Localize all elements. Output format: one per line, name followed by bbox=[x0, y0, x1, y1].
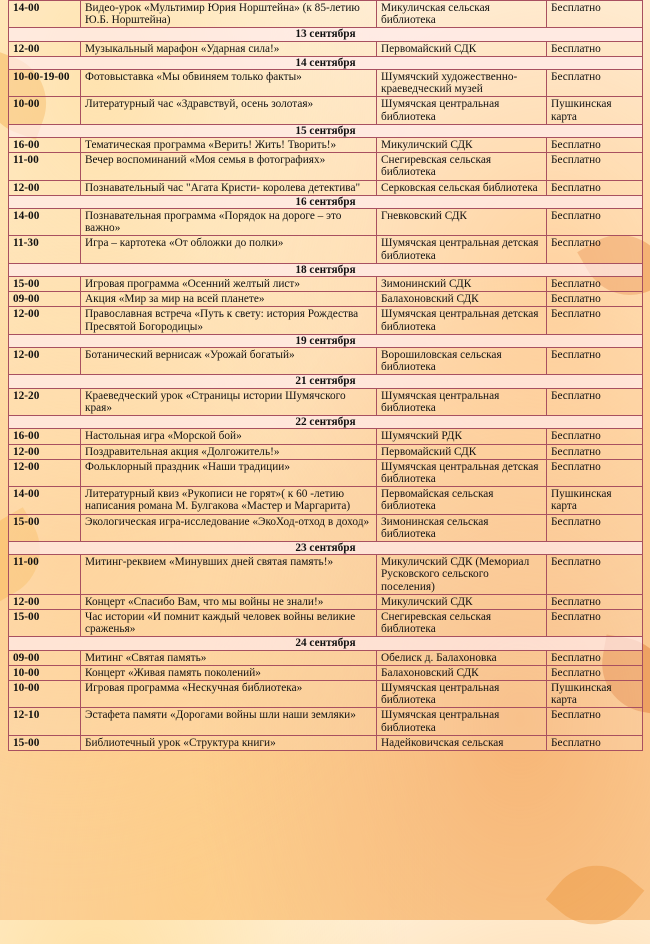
event-venue: Шумячская центральная детская библиотека bbox=[377, 236, 547, 263]
event-venue: Шумячская центральная библиотека bbox=[377, 680, 547, 707]
event-time: 10-00 bbox=[9, 665, 81, 680]
event-title: Краеведческий урок «Страницы истории Шумячского края» bbox=[81, 388, 377, 415]
event-row bbox=[9, 459, 643, 486]
event-time: 10-00-19-00 bbox=[9, 70, 81, 97]
event-title: Музыкальный марафон «Ударная сила!» bbox=[81, 41, 377, 56]
event-time: 11-00 bbox=[9, 153, 81, 180]
date-header-row bbox=[9, 56, 643, 69]
event-row bbox=[9, 665, 643, 680]
date-header: 16 сентября bbox=[9, 195, 643, 208]
date-header: 18 сентября bbox=[9, 263, 643, 276]
event-price: Бесплатно bbox=[547, 236, 643, 263]
date-header-row bbox=[9, 263, 643, 276]
event-time: 12-10 bbox=[9, 708, 81, 735]
event-venue: Обелиск д. Балахоновка bbox=[377, 650, 547, 665]
event-row bbox=[9, 209, 643, 236]
event-venue: Микуличский СДК bbox=[377, 594, 547, 609]
event-venue: Шумячская центральная библиотека bbox=[377, 97, 547, 124]
event-price: Бесплатно bbox=[547, 1, 643, 28]
event-time: 12-00 bbox=[9, 307, 81, 334]
event-price: Бесплатно bbox=[547, 650, 643, 665]
event-title: Концерт «Живая память поколений» bbox=[81, 665, 377, 680]
event-row bbox=[9, 153, 643, 180]
event-time: 15-00 bbox=[9, 735, 81, 750]
event-row bbox=[9, 292, 643, 307]
event-title: Ботанический вернисаж «Урожай богатый» bbox=[81, 348, 377, 375]
event-venue: Серковская сельская библиотека bbox=[377, 180, 547, 195]
event-venue: Гневковский СДК bbox=[377, 209, 547, 236]
event-row bbox=[9, 97, 643, 124]
event-title: Час истории «И помнит каждый человек войны великие сраженья» bbox=[81, 609, 377, 636]
event-venue: Ворошиловская сельская библиотека bbox=[377, 348, 547, 375]
event-row bbox=[9, 348, 643, 375]
event-price: Пушкинская карта bbox=[547, 487, 643, 514]
date-header: 14 сентября bbox=[9, 56, 643, 69]
date-header: 23 сентября bbox=[9, 541, 643, 554]
event-time: 12-00 bbox=[9, 444, 81, 459]
event-time: 09-00 bbox=[9, 650, 81, 665]
event-title: Экологическая игра-исследование «ЭкоХод-отход в доход» bbox=[81, 514, 377, 541]
event-price: Бесплатно bbox=[547, 444, 643, 459]
event-time: 11-30 bbox=[9, 236, 81, 263]
event-title: Эстафета памяти «Дорогами войны шли наши земляки» bbox=[81, 708, 377, 735]
event-row bbox=[9, 735, 643, 750]
event-time: 10-00 bbox=[9, 97, 81, 124]
date-header-row bbox=[9, 541, 643, 554]
date-header-row bbox=[9, 28, 643, 41]
event-row bbox=[9, 487, 643, 514]
event-time: 12-00 bbox=[9, 41, 81, 56]
event-venue: Снегиревская сельская библиотека bbox=[377, 153, 547, 180]
event-row bbox=[9, 307, 643, 334]
event-row bbox=[9, 277, 643, 292]
event-venue: Шумячская центральная детская библиотека bbox=[377, 307, 547, 334]
event-row bbox=[9, 594, 643, 609]
autumn-leaf-decoration bbox=[546, 846, 645, 944]
event-venue: Микуличский СДК bbox=[377, 138, 547, 153]
event-venue: Шумячская центральная библиотека bbox=[377, 388, 547, 415]
event-venue: Зимонинский СДК bbox=[377, 277, 547, 292]
event-time: 16-00 bbox=[9, 429, 81, 444]
event-price: Бесплатно bbox=[547, 594, 643, 609]
event-row bbox=[9, 138, 643, 153]
event-time: 14-00 bbox=[9, 1, 81, 28]
event-row bbox=[9, 429, 643, 444]
date-header: 22 сентября bbox=[9, 416, 643, 429]
event-title: Библиотечный урок «Структура книги» bbox=[81, 735, 377, 750]
event-price: Бесплатно bbox=[547, 708, 643, 735]
date-header-row bbox=[9, 375, 643, 388]
event-title: Митинг «Святая память» bbox=[81, 650, 377, 665]
event-time: 14-00 bbox=[9, 209, 81, 236]
event-row bbox=[9, 70, 643, 97]
event-venue: Снегиревская сельская библиотека bbox=[377, 609, 547, 636]
event-time: 15-00 bbox=[9, 514, 81, 541]
event-row bbox=[9, 388, 643, 415]
event-time: 16-00 bbox=[9, 138, 81, 153]
event-row bbox=[9, 180, 643, 195]
event-price: Бесплатно bbox=[547, 429, 643, 444]
event-row bbox=[9, 609, 643, 636]
event-row bbox=[9, 41, 643, 56]
event-time: 15-00 bbox=[9, 609, 81, 636]
event-venue: Первомайский СДК bbox=[377, 41, 547, 56]
event-venue: Балахоновский СДК bbox=[377, 665, 547, 680]
event-price: Бесплатно bbox=[547, 41, 643, 56]
event-time: 10-00 bbox=[9, 680, 81, 707]
event-title: Православная встреча «Путь к свету: история Рождества Пресвятой Богородицы» bbox=[81, 307, 377, 334]
event-title: Игра – картотека «От обложки до полки» bbox=[81, 236, 377, 263]
event-time: 14-00 bbox=[9, 487, 81, 514]
event-row bbox=[9, 514, 643, 541]
date-header-row bbox=[9, 124, 643, 137]
event-price: Бесплатно bbox=[547, 277, 643, 292]
event-time: 09-00 bbox=[9, 292, 81, 307]
event-row bbox=[9, 708, 643, 735]
event-row bbox=[9, 236, 643, 263]
event-title: Игровая программа «Нескучная библиотека» bbox=[81, 680, 377, 707]
event-row bbox=[9, 555, 643, 595]
event-venue: Шумячский РДК bbox=[377, 429, 547, 444]
date-header: 24 сентября bbox=[9, 637, 643, 650]
event-price: Бесплатно bbox=[547, 555, 643, 595]
event-price: Бесплатно bbox=[547, 180, 643, 195]
date-header: 21 сентября bbox=[9, 375, 643, 388]
date-header-row bbox=[9, 416, 643, 429]
event-venue: Шумячская центральная библиотека bbox=[377, 708, 547, 735]
event-row bbox=[9, 444, 643, 459]
event-row bbox=[9, 650, 643, 665]
event-title: Игровая программа «Осенний желтый лист» bbox=[81, 277, 377, 292]
date-header: 15 сентября bbox=[9, 124, 643, 137]
event-row bbox=[9, 1, 643, 28]
event-time: 11-00 bbox=[9, 555, 81, 595]
event-title: Литературный квиз «Рукописи не горят»( к 60 -летию написания романа М. Булгакова «Мастер и Маргарита) bbox=[81, 487, 377, 514]
date-header: 13 сентября bbox=[9, 28, 643, 41]
event-title: Митинг-реквием «Минувших дней святая память!» bbox=[81, 555, 377, 595]
event-price: Бесплатно bbox=[547, 292, 643, 307]
event-title: Познавательная программа «Порядок на дороге – это важно» bbox=[81, 209, 377, 236]
event-time: 12-20 bbox=[9, 388, 81, 415]
event-title: Поздравительная акция «Долгожитель!» bbox=[81, 444, 377, 459]
event-venue: Шумячская центральная детская библиотека bbox=[377, 459, 547, 486]
event-price: Бесплатно bbox=[547, 138, 643, 153]
event-row bbox=[9, 680, 643, 707]
event-venue: Надейковичская сельская bbox=[377, 735, 547, 750]
event-title: Настольная игра «Морской бой» bbox=[81, 429, 377, 444]
event-venue: Первомайская сельская библиотека bbox=[377, 487, 547, 514]
event-price: Бесплатно bbox=[547, 70, 643, 97]
event-price: Пушкинская карта bbox=[547, 97, 643, 124]
event-title: Вечер воспоминаний «Моя семья в фотографиях» bbox=[81, 153, 377, 180]
event-price: Бесплатно bbox=[547, 307, 643, 334]
event-price: Бесплатно bbox=[547, 665, 643, 680]
event-title: Познавательный час "Агата Кристи- королева детектива" bbox=[81, 180, 377, 195]
event-venue: Первомайский СДК bbox=[377, 444, 547, 459]
event-title: Литературный час «Здравствуй, осень золотая» bbox=[81, 97, 377, 124]
event-venue: Микуличский СДК (Мемориал Русковского сельского поселения) bbox=[377, 555, 547, 595]
event-price: Бесплатно bbox=[547, 735, 643, 750]
date-header-row bbox=[9, 195, 643, 208]
event-time: 12-00 bbox=[9, 459, 81, 486]
event-venue: Микуличская сельская библиотека bbox=[377, 1, 547, 28]
date-header: 19 сентября bbox=[9, 334, 643, 347]
event-price: Бесплатно bbox=[547, 209, 643, 236]
event-time: 15-00 bbox=[9, 277, 81, 292]
event-venue: Шумячский художественно-краеведческий музей bbox=[377, 70, 547, 97]
event-title: Видео-урок «Мультимир Юрия Норштейна» (к 85-летию Ю.Б. Норштейна) bbox=[81, 1, 377, 28]
event-time: 12-00 bbox=[9, 180, 81, 195]
event-price: Бесплатно bbox=[547, 388, 643, 415]
event-price: Бесплатно bbox=[547, 514, 643, 541]
event-title: Акция «Мир за мир на всей планете» bbox=[81, 292, 377, 307]
event-time: 12-00 bbox=[9, 594, 81, 609]
event-title: Фольклорный праздник «Наши традиции» bbox=[81, 459, 377, 486]
event-venue: Балахоновский СДК bbox=[377, 292, 547, 307]
event-time: 12-00 bbox=[9, 348, 81, 375]
date-header-row bbox=[9, 637, 643, 650]
date-header-row bbox=[9, 334, 643, 347]
event-title: Фотовыставка «Мы обвиняем только факты» bbox=[81, 70, 377, 97]
event-venue: Зимонинская сельская библиотека bbox=[377, 514, 547, 541]
event-price: Бесплатно bbox=[547, 153, 643, 180]
event-price: Бесплатно bbox=[547, 348, 643, 375]
event-price: Бесплатно bbox=[547, 459, 643, 486]
event-title: Тематическая программа «Верить! Жить! Творить!» bbox=[81, 138, 377, 153]
event-price: Бесплатно bbox=[547, 609, 643, 636]
event-title: Концерт «Спасибо Вам, что мы войны не знали!» bbox=[81, 594, 377, 609]
event-price: Пушкинская карта bbox=[547, 680, 643, 707]
events-schedule-table bbox=[8, 0, 643, 751]
